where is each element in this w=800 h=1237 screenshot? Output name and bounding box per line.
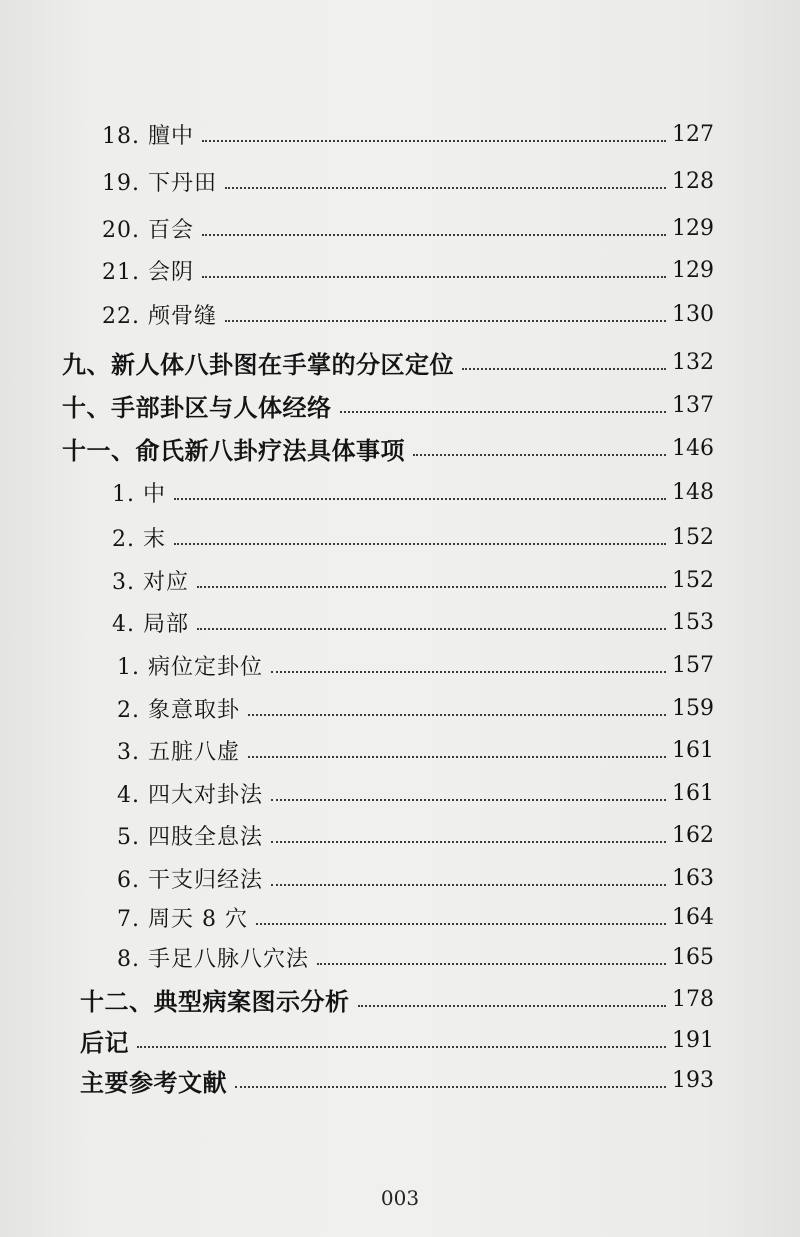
toc-chapter: [0, 1018, 800, 1062]
toc-entry-page: 129: [672, 215, 714, 241]
toc-entry-label: 3. 对应: [112, 569, 189, 595]
toc-entry-page: 129: [672, 257, 714, 283]
toc-entry: [0, 686, 800, 730]
toc-entry: [0, 515, 800, 559]
toc-entry: [0, 159, 800, 203]
toc-entry-page: 161: [672, 737, 714, 763]
toc-entry: [0, 248, 800, 292]
dot-leader: [197, 584, 666, 588]
toc-chapter-label: 九、新人体八卦图在手掌的分区定位: [62, 350, 454, 379]
toc-chapter-page: 146: [672, 435, 714, 461]
toc-entry-page: 159: [672, 695, 714, 721]
toc-chapter-page: 178: [672, 986, 714, 1012]
toc-entry-label: 5. 四肢全息法: [117, 824, 263, 850]
toc-entry-page: 162: [672, 822, 714, 848]
toc-entry-label: 6. 干支归经法: [117, 867, 263, 893]
dot-leader: [271, 839, 666, 843]
toc-chapter: [0, 340, 800, 384]
toc-entry-page: 130: [672, 301, 714, 327]
toc-entry: [0, 856, 800, 900]
toc-entry: [0, 292, 800, 336]
toc-entry-page: 152: [672, 524, 714, 550]
toc-entry-page: 164: [672, 904, 714, 930]
toc-entry-label: 18. 膻中: [102, 123, 194, 149]
toc-entry: [0, 470, 800, 514]
dot-leader: [174, 541, 666, 545]
toc-chapter: [0, 383, 800, 427]
toc-entry-page: 148: [672, 479, 714, 505]
toc-entry: [0, 728, 800, 772]
dot-leader: [271, 882, 666, 886]
dot-leader: [174, 496, 666, 500]
dot-leader: [256, 921, 666, 925]
toc-entry: [0, 643, 800, 687]
toc-entry-page: 128: [672, 168, 714, 194]
toc-entry-page: 152: [672, 567, 714, 593]
toc-chapter-page: 193: [672, 1067, 714, 1093]
page-number: 003: [380, 1186, 420, 1210]
toc-entry-label: 4. 四大对卦法: [117, 782, 263, 808]
toc-chapter-page: 191: [672, 1027, 714, 1053]
dot-leader: [235, 1084, 666, 1088]
toc-entry-label: 1. 病位定卦位: [117, 654, 263, 680]
dot-leader: [340, 409, 667, 413]
toc-entry: [0, 600, 800, 644]
dot-leader: [248, 754, 666, 758]
toc-entry: [0, 771, 800, 815]
toc-chapter-label: 后记: [80, 1028, 129, 1057]
toc-entry: [0, 558, 800, 602]
dot-leader: [358, 1003, 667, 1007]
toc-entry-label: 7. 周天 8 穴: [117, 906, 248, 932]
toc-chapter-label: 十二、典型病案图示分析: [80, 987, 350, 1016]
toc-chapter-page: 137: [672, 392, 714, 418]
dot-leader: [462, 366, 666, 370]
toc-entry-label: 19. 下丹田: [102, 170, 217, 196]
toc-chapter-label: 十、手部卦区与人体经络: [62, 393, 332, 422]
dot-leader: [317, 961, 666, 965]
dot-leader: [271, 797, 666, 801]
toc-chapter-label: 主要参考文献: [80, 1068, 227, 1097]
toc-chapter-page: 132: [672, 349, 714, 375]
dot-leader: [137, 1044, 666, 1048]
toc-entry: [0, 813, 800, 857]
dot-leader: [202, 232, 666, 236]
dot-leader: [197, 626, 666, 630]
toc-chapter: [0, 426, 800, 470]
dot-leader: [225, 185, 666, 189]
toc-entry-label: 22. 颅骨缝: [102, 303, 217, 329]
dot-leader: [413, 452, 666, 456]
toc-entry-label: 21. 会阴: [102, 259, 194, 285]
toc-entry: [0, 895, 800, 939]
dot-leader: [248, 712, 666, 716]
toc-entry-page: 161: [672, 780, 714, 806]
toc-entry-label: 4. 局部: [112, 611, 189, 637]
toc-chapter: [0, 977, 800, 1021]
toc-entry-label: 1. 中: [112, 481, 166, 507]
toc-entry-label: 8. 手足八脉八穴法: [117, 946, 309, 972]
dot-leader: [271, 669, 666, 673]
dot-leader: [202, 138, 666, 142]
toc-entry-page: 127: [672, 121, 714, 147]
toc-entry-label: 2. 象意取卦: [117, 697, 240, 723]
toc-entry: [0, 206, 800, 250]
toc-entry-page: 165: [672, 944, 714, 970]
toc-chapter: [0, 1058, 800, 1102]
toc-entry: [0, 935, 800, 979]
toc-entry-page: 163: [672, 865, 714, 891]
toc-chapter-label: 十一、俞氏新八卦疗法具体事项: [62, 436, 405, 465]
toc-entry-label: 20. 百会: [102, 217, 194, 243]
toc-entry-label: 3. 五脏八虚: [117, 739, 240, 765]
toc-entry-page: 153: [672, 609, 714, 635]
toc-entry: [0, 112, 800, 156]
dot-leader: [225, 318, 666, 322]
toc-entry-page: 157: [672, 652, 714, 678]
dot-leader: [202, 274, 666, 278]
toc-entry-label: 2. 末: [112, 526, 166, 552]
